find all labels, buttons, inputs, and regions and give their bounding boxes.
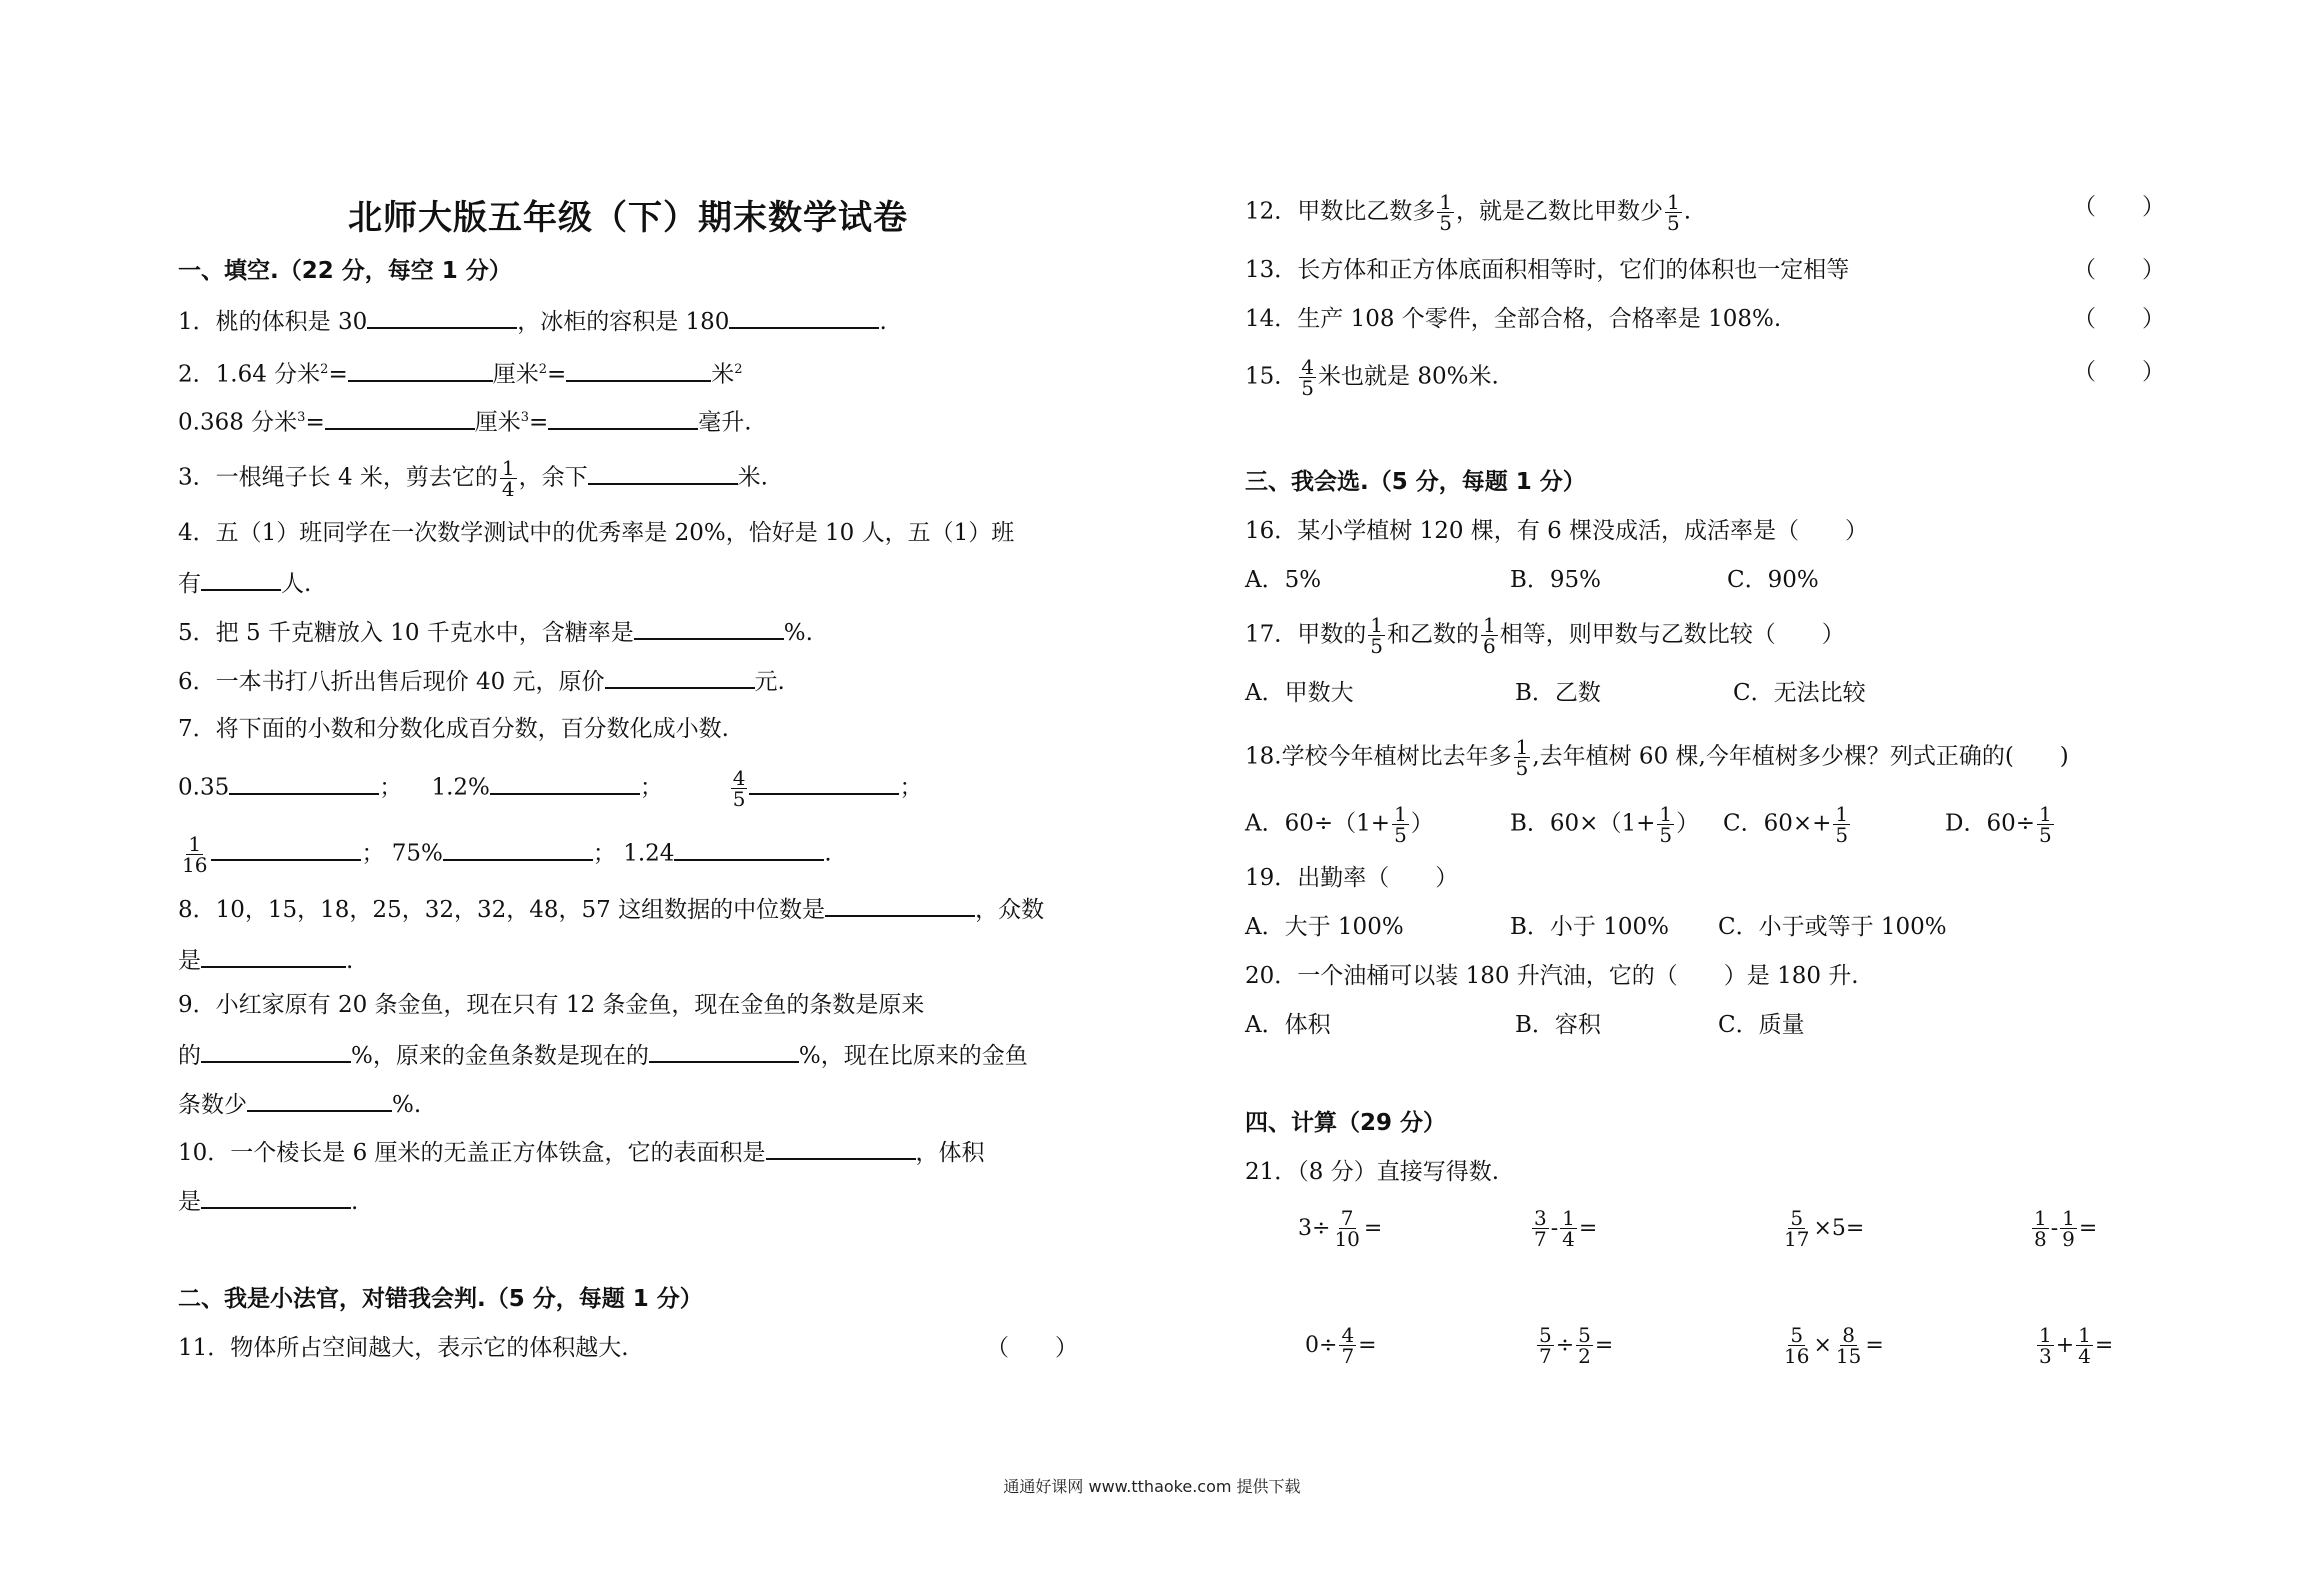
answer-blank[interactable] xyxy=(749,771,899,795)
answer-parens[interactable]: （ ） xyxy=(2073,257,2165,283)
calc-expression: $\frac{3}{7}$ - $\frac{1}{4}$ = xyxy=(1534,1206,1598,1251)
answer-blank[interactable] xyxy=(201,567,281,591)
question-9-continued-2: 条数少 %. xyxy=(178,1088,1078,1120)
question-21: 21．（8 分）直接写得数. xyxy=(1245,1159,1500,1185)
page-title: 北师大版五年级（下）期末数学试卷 xyxy=(348,198,908,238)
fraction: $\frac{1}{5}$ xyxy=(1667,190,1680,235)
calc-expression: $\frac{5}{7}$ ÷ $\frac{5}{2}$ = xyxy=(1539,1323,1614,1368)
answer-blank[interactable] xyxy=(325,406,475,430)
section-4-heading: 四、计算（29 分） xyxy=(1245,1110,1447,1136)
question-4: 4．五（1）班同学在一次数学测试中的优秀率是 20%，恰好是 10 人，五（1）班 xyxy=(178,520,1015,546)
answer-blank[interactable] xyxy=(649,1039,799,1063)
answer-blank[interactable] xyxy=(588,461,738,485)
calc-expression: $\frac{5}{16}$ × $\frac{8}{15}$ = xyxy=(1784,1323,1884,1368)
answer-blank[interactable] xyxy=(634,616,784,640)
question-8: 8．10，15，18，25，32，32，48，57 这组数据的中位数是 ，众数 xyxy=(178,893,1078,925)
answer-blank[interactable] xyxy=(566,358,711,382)
question-18: 18.学校今年植树比去年多 $\frac{1}{5}$ ,去年植树 60 棵,今年植树多少棵？列式正确的( ) xyxy=(1245,735,2069,780)
answer-blank[interactable] xyxy=(348,358,493,382)
calc-expression: $\frac{1}{8}$ - $\frac{1}{9}$ = xyxy=(2034,1206,2098,1251)
question-16: 16．某小学植树 120 棵，有 6 棵没成活，成活率是（ ） xyxy=(1245,518,1869,544)
answer-parens[interactable]: （ ） xyxy=(2073,306,2165,332)
section-1-heading: 一、填空.（22 分，每空 1 分） xyxy=(178,258,512,284)
option-a[interactable]: A．5% xyxy=(1245,567,1322,593)
question-15: 15． $\frac{4}{5}$ 米也就是 80%米. （ ） xyxy=(1245,355,2165,400)
question-20: 20．一个油桶可以装 180 升汽油，它的（ ）是 180 升. xyxy=(1245,963,1859,989)
option-a[interactable]: A．甲数大 xyxy=(1245,680,1354,706)
answer-blank[interactable] xyxy=(443,837,593,861)
question-6: 6．一本书打八折出售后现价 40 元，原价 元. xyxy=(178,665,1078,697)
question-3: 3．一根绳子长 4 米，剪去它的 $\frac{1}{4}$ ，余下 米. xyxy=(178,456,768,501)
option-c[interactable]: C．小于或等于 100% xyxy=(1718,914,1947,940)
answer-blank[interactable] xyxy=(490,771,640,795)
calc-expression: $\frac{1}{3}$ + $\frac{1}{4}$ = xyxy=(2039,1323,2114,1368)
answer-blank[interactable] xyxy=(229,771,379,795)
question-5: 5．把 5 千克糖放入 10 千克水中，含糖率是 %. xyxy=(178,616,1078,648)
question-19: 19．出勤率（ ） xyxy=(1245,865,1459,891)
option-a[interactable]: A．大于 100% xyxy=(1245,914,1404,940)
option-d[interactable]: D．60÷ $\frac{1}{5}$ xyxy=(1945,802,2052,847)
question-14: 14．生产 108 个零件，全部合格，合格率是 108%. （ ） xyxy=(1245,306,2165,332)
answer-blank[interactable] xyxy=(766,1136,916,1160)
question-10: 10．一个棱长是 6 厘米的无盖正方体铁盒，它的表面积是 ，体积 xyxy=(178,1136,1078,1168)
option-c[interactable]: C．质量 xyxy=(1718,1012,1805,1038)
calc-expression: 3÷ $\frac{7}{10}$ = xyxy=(1298,1206,1383,1251)
answer-blank[interactable] xyxy=(674,837,824,861)
option-b[interactable]: B．60×（1+ $\frac{1}{5}$ ） xyxy=(1510,802,1700,847)
fraction: $\frac{1}{5}$ xyxy=(1515,735,1529,780)
question-2-continued: 0.368 分米$^3$= 厘米$^3$= 毫升. xyxy=(178,403,1078,438)
question-11: 11．物体所占空间越大，表示它的体积越大. （ ） xyxy=(178,1335,1078,1361)
fraction: $\frac{1}{4}$ xyxy=(501,456,515,501)
answer-blank[interactable] xyxy=(211,837,361,861)
fraction: $\frac{4}{5}$ xyxy=(732,766,746,811)
option-b[interactable]: B．95% xyxy=(1510,567,1602,593)
calc-expression: $\frac{5}{17}$ ×5= xyxy=(1784,1206,1865,1251)
question-9-continued: 的 %，原来的金鱼条数是现在的 %，现在比原来的金鱼 xyxy=(178,1039,1078,1071)
question-8-continued: 是 . xyxy=(178,944,1078,976)
fraction: $\frac{1}{6}$ xyxy=(1483,613,1496,658)
section-2-heading: 二、我是小法官，对错我会判.（5 分，每题 1 分） xyxy=(178,1286,703,1312)
option-c[interactable]: C．90% xyxy=(1727,567,1819,593)
option-b[interactable]: B．容积 xyxy=(1515,1012,1601,1038)
answer-blank[interactable] xyxy=(825,893,975,917)
option-a[interactable]: A．体积 xyxy=(1245,1012,1331,1038)
question-7-row-1: 0.35 ； 1.2% ； $\frac{4}{5}$ ； xyxy=(178,766,923,811)
question-7: 7．将下面的小数和分数化成百分数，百分数化成小数. xyxy=(178,716,729,742)
question-17: 17．甲数的 $\frac{1}{5}$ 和乙数的 $\frac{1}{6}$ 相等，则甲数与乙数比较（ ） xyxy=(1245,613,1845,658)
question-9: 9．小红家原有 20 条金鱼，现在只有 12 条金鱼，现在金鱼的条数是原来 xyxy=(178,992,925,1018)
question-1: 1．桃的体积是 30 ，冰柜的容积是 180 . xyxy=(178,305,1078,337)
answer-parens[interactable]: （ ） xyxy=(2073,194,2165,220)
answer-blank[interactable] xyxy=(247,1088,392,1112)
option-c[interactable]: C．60×+ $\frac{1}{5}$ xyxy=(1723,802,1849,847)
answer-parens[interactable]: （ ） xyxy=(986,1335,1078,1361)
question-7-row-2: $\frac{1}{16}$ ； 75% ； 1.24 . xyxy=(182,832,832,877)
question-2: 2．1.64 分米$^2$= 厘米$^2$= 米$^2$ xyxy=(178,355,1078,390)
fraction: $\frac{4}{5}$ xyxy=(1301,355,1315,400)
question-4-continued: 有 人. xyxy=(178,567,1078,599)
question-13: 13．长方体和正方体底面积相等时，它们的体积也一定相等 （ ） xyxy=(1245,257,2165,283)
option-b[interactable]: B．乙数 xyxy=(1515,680,1601,706)
fraction: $\frac{1}{16}$ xyxy=(182,832,208,877)
question-12: 12．甲数比乙数多 $\frac{1}{5}$ ，就是乙数比甲数少 $\frac{1}{5}$ . （ ） xyxy=(1245,190,2165,235)
answer-blank[interactable] xyxy=(548,406,698,430)
footer-credit: 通通好课网 www.tthaoke.com 提供下载 xyxy=(1003,1477,1301,1496)
option-c[interactable]: C．无法比较 xyxy=(1733,680,1866,706)
question-10-continued: 是 . xyxy=(178,1185,1078,1217)
calc-expression: 0÷ $\frac{4}{7}$ = xyxy=(1305,1323,1377,1368)
answer-blank[interactable] xyxy=(605,665,755,689)
answer-blank[interactable] xyxy=(201,1039,351,1063)
answer-blank[interactable] xyxy=(729,305,879,329)
answer-blank[interactable] xyxy=(201,1185,351,1209)
fraction: $\frac{1}{5}$ xyxy=(1370,613,1384,658)
section-3-heading: 三、我会选.（5 分，每题 1 分） xyxy=(1245,469,1586,495)
answer-blank[interactable] xyxy=(367,305,517,329)
answer-parens[interactable]: （ ） xyxy=(2073,359,2165,385)
option-a[interactable]: A．60÷（1+ $\frac{1}{5}$ ） xyxy=(1245,802,1434,847)
fraction: $\frac{1}{5}$ xyxy=(1439,190,1453,235)
option-b[interactable]: B．小于 100% xyxy=(1510,914,1669,940)
answer-blank[interactable] xyxy=(201,944,346,968)
